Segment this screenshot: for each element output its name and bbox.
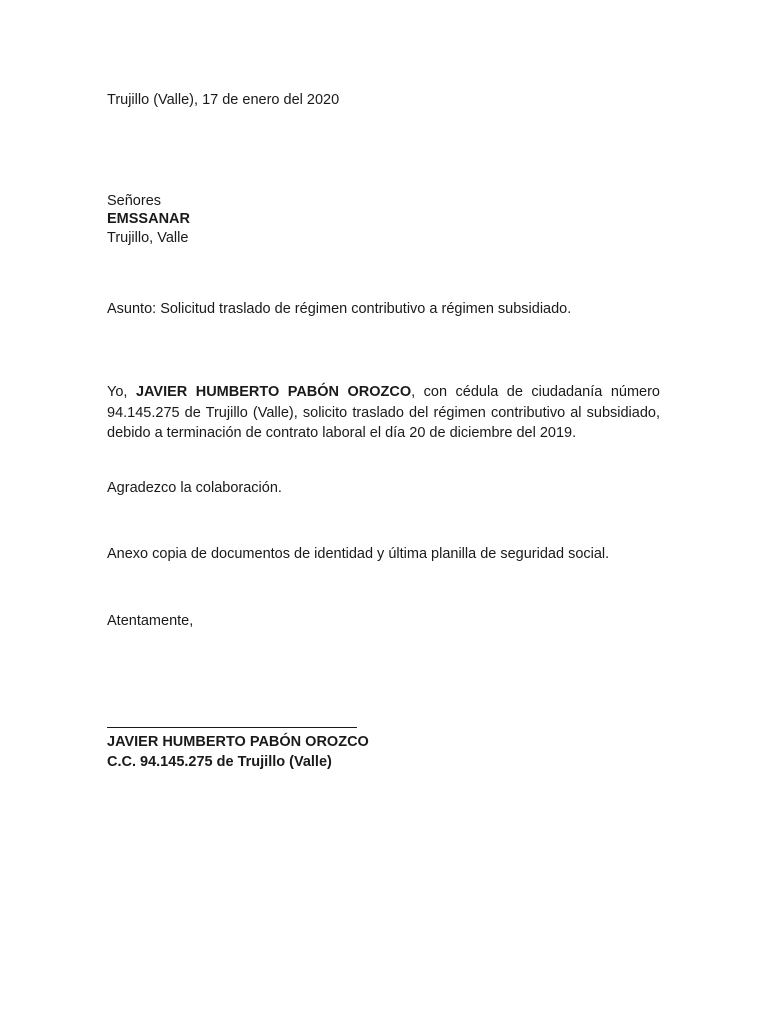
thanks-line: Agradezco la colaboración. <box>107 480 282 496</box>
recipient-location: Trujillo, Valle <box>107 230 189 246</box>
signature-name: JAVIER HUMBERTO PABÓN OROZCO <box>107 734 369 750</box>
closing-line: Atentamente, <box>107 613 194 629</box>
body-name: JAVIER HUMBERTO PABÓN OROZCO <box>135 384 412 400</box>
recipient-organization: EMSSANAR <box>107 211 190 227</box>
recipient-salutation: Señores <box>107 193 162 209</box>
date-line: Trujillo (Valle), 17 de enero del 2020 <box>107 92 340 108</box>
attachment-line: Anexo copia de documentos de identidad y última planilla de seguridad social. <box>107 546 610 562</box>
subject-line: Asunto: Solicitud traslado de régimen contributivo a régimen subsidiado. <box>107 301 572 317</box>
signature-line <box>107 727 357 728</box>
body-prefix: Yo, <box>107 384 136 400</box>
body-paragraph <box>107 382 660 444</box>
signature-id: C.C. 94.145.275 de Trujillo (Valle) <box>107 754 332 770</box>
body-text: , con cédula de ciudadanía número 94.145.275 de Trujillo (Valle), solicito traslado del régimen contributivo al subsidiado, debido a terminación de contrato laboral el día 20 de diciembre del 2019. <box>107 384 660 441</box>
